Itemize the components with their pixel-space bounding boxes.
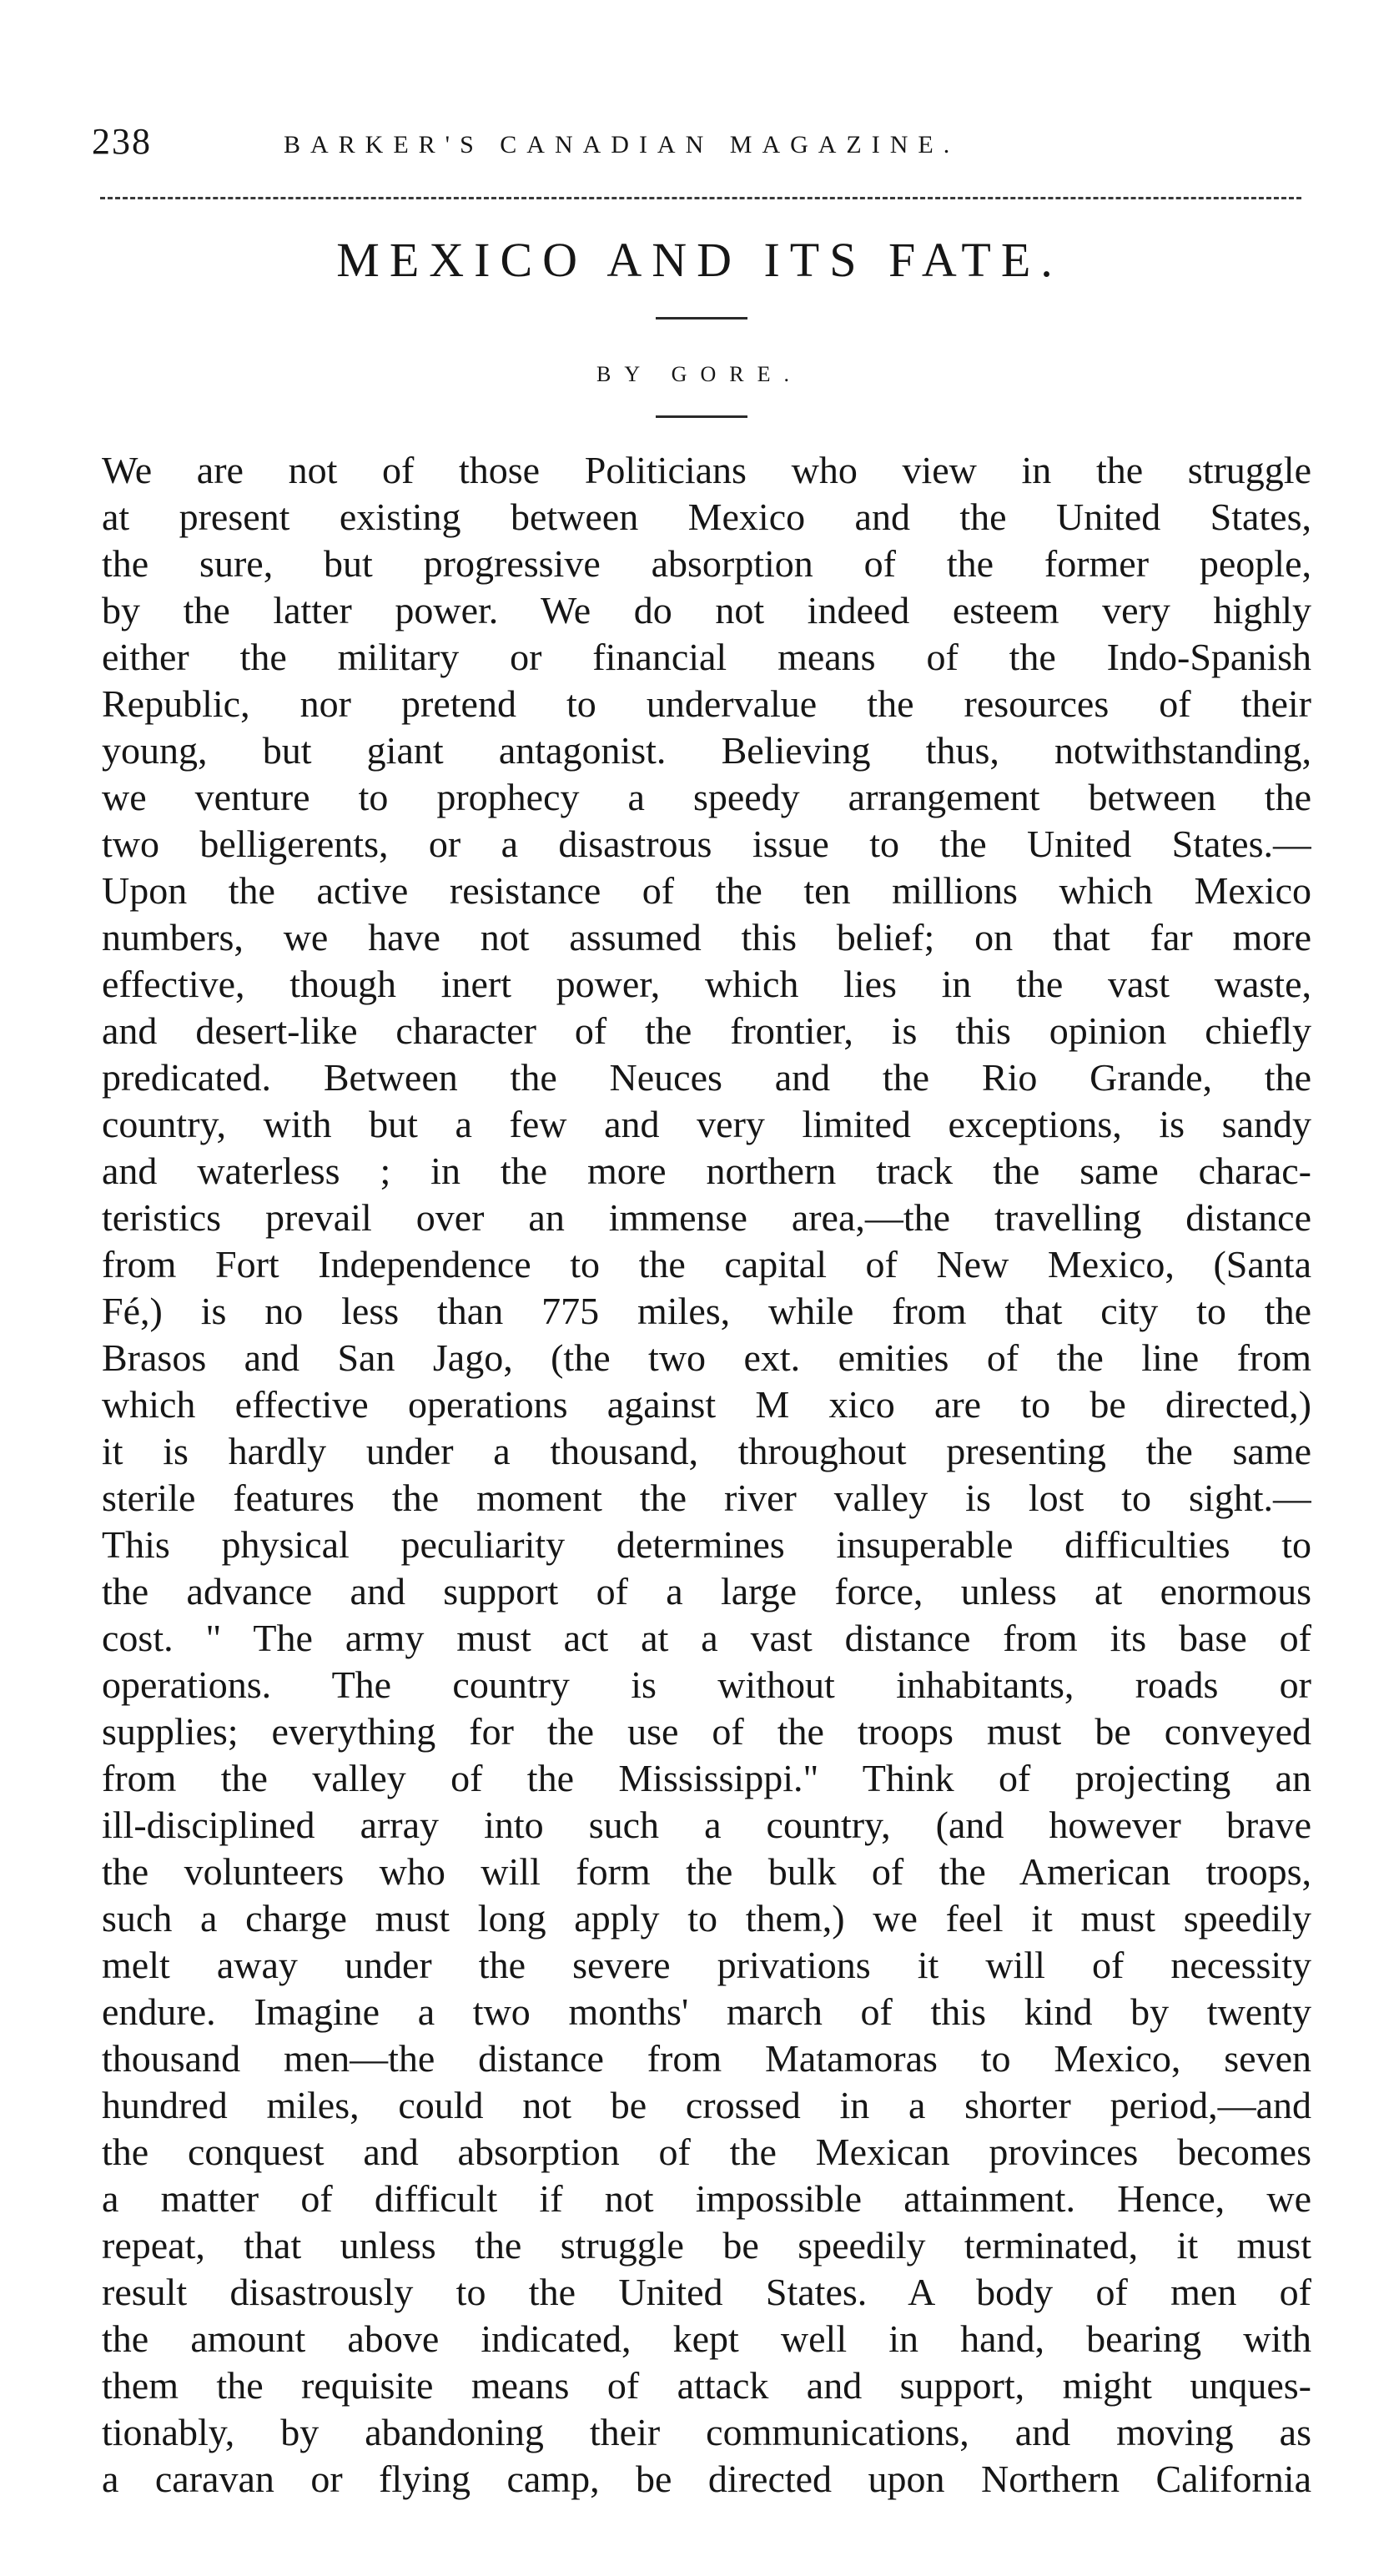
text-line: a caravan or flying camp, be directed upon Northern California — [102, 2458, 1311, 2500]
text-line: from Fort Independence to the capital of New Mexico, (Santa — [102, 1243, 1311, 1285]
text-line: operations. The country is without inhabitants, roads or — [102, 1663, 1311, 1706]
text-line: Brasos and San Jago, (the two ext. emities of the line from — [102, 1336, 1311, 1379]
text-line: the conquest and absorption of the Mexican provinces becomes — [102, 2131, 1311, 2173]
text-line: Fé,) is no less than 775 miles, while from that city to the — [102, 1290, 1311, 1332]
text-line: by the latter power. We do not indeed esteem very highly — [102, 589, 1311, 631]
byline-rule — [656, 415, 747, 418]
text-line: repeat, that unless the struggle be speedily terminated, it must — [102, 2224, 1311, 2267]
byline: BY GORE. — [596, 362, 803, 386]
text-line: at present existing between Mexico and the United States, — [102, 496, 1311, 538]
page-number: 238 — [92, 121, 152, 162]
text-line: hundred miles, could not be crossed in a shorter period,—and — [102, 2084, 1311, 2126]
text-line: thousand men—the distance from Matamoras to Mexico, seven — [102, 2037, 1311, 2080]
text-line: we venture to prophecy a speedy arrangement between the — [102, 776, 1311, 818]
text-line: cost. " The army must act at a vast distance from its base of — [102, 1617, 1311, 1659]
header-rule — [100, 197, 1301, 199]
article-title: MEXICO AND ITS FATE. — [336, 233, 1063, 287]
text-line: the volunteers who will form the bulk of the American troops, — [102, 1850, 1311, 1893]
text-line: them the requisite means of attack and support, might unques- — [102, 2364, 1311, 2407]
text-line: predicated. Between the Neuces and the Rio Grande, the — [102, 1056, 1311, 1099]
title-rule — [656, 317, 747, 319]
text-line: from the valley of the Mississippi." Think of projecting an — [102, 1757, 1311, 1799]
text-line: a matter of difficult if not impossible attainment. Hence, we — [102, 2177, 1311, 2220]
text-line: melt away under the severe privations it will of necessity — [102, 1944, 1311, 1986]
text-line: the amount above indicated, kept well in hand, bearing with — [102, 2317, 1311, 2360]
text-line: such a charge must long apply to them,) we feel it must speedily — [102, 1897, 1311, 1940]
text-line: the sure, but progressive absorption of the former people, — [102, 542, 1311, 585]
text-line: numbers, we have not assumed this belief; on that far more — [102, 916, 1311, 958]
text-line: result disastrously to the United States. A body of men of — [102, 2271, 1311, 2313]
text-line: effective, though inert power, which lies in the vast waste, — [102, 963, 1311, 1005]
text-line: the advance and support of a large force, unless at enormous — [102, 1570, 1311, 1613]
text-line: endure. Imagine a two months' march of this kind by twenty — [102, 1990, 1311, 2033]
text-line: tionably, by abandoning their communications, and moving as — [102, 2411, 1311, 2453]
text-line: which effective operations against M xico are to be directed,) — [102, 1383, 1311, 1426]
text-line: supplies; everything for the use of the troops must be conveyed — [102, 1710, 1311, 1753]
text-line: and desert-like character of the frontier, is this opinion chiefly — [102, 1009, 1311, 1052]
text-line: This physical peculiarity determines insuperable difficulties to — [102, 1523, 1311, 1566]
text-line: teristics prevail over an immense area,—the travelling distance — [102, 1196, 1311, 1239]
text-line: it is hardly under a thousand, throughout presenting the same — [102, 1430, 1311, 1472]
text-line: Upon the active resistance of the ten millions which Mexico — [102, 869, 1311, 912]
text-line: two belligerents, or a disastrous issue to the United States.— — [102, 823, 1311, 865]
text-line: sterile features the moment the river valley is lost to sight.— — [102, 1477, 1311, 1519]
text-line: and waterless ; in the more northern track the same charac- — [102, 1150, 1311, 1192]
text-line: either the military or financial means of the Indo-Spanish — [102, 636, 1311, 678]
text-line: ill-disciplined array into such a country, (and however brave — [102, 1804, 1311, 1846]
article-body — [102, 447, 1311, 2503]
text-line: Republic, nor pretend to undervalue the resources of their — [102, 682, 1311, 725]
running-head — [92, 117, 1301, 167]
text-line: young, but giant antagonist. Believing thus, notwithstanding, — [102, 729, 1311, 772]
text-line: country, with but a few and very limited exceptions, is sandy — [102, 1103, 1311, 1145]
journal-title: BARKER'S CANADIAN MAGAZINE. — [284, 131, 960, 158]
text-line: We are not of those Politicians who view in the struggle — [102, 449, 1311, 491]
